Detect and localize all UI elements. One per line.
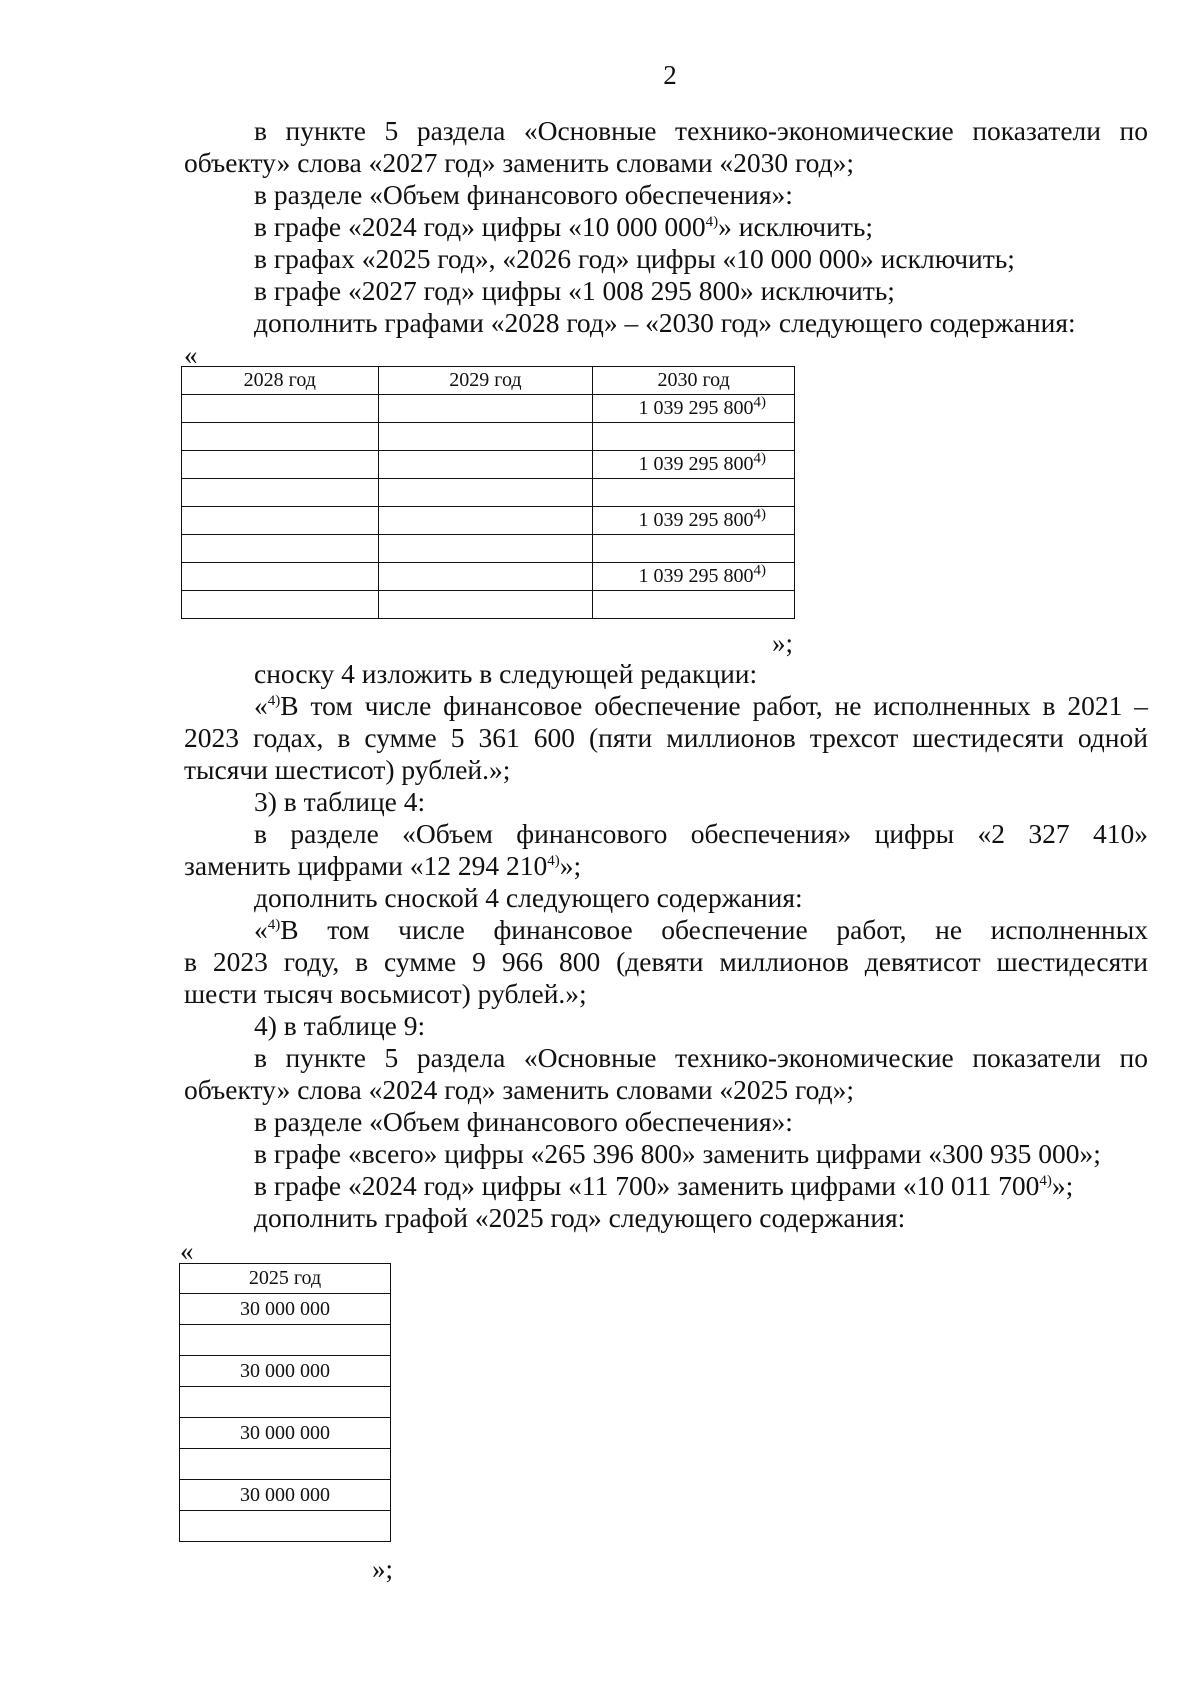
text-line: 4) в таблице 9:	[254, 1010, 426, 1041]
text-line: 3) в таблице 4:	[254, 786, 426, 817]
table-2028-2030	[181, 366, 795, 619]
text-line: в графе «2024 год» цифры «11 700» заменить цифрами «10 011 700$^{4)}$»;	[254, 1170, 1074, 1201]
footnote-marker: 4)	[705, 213, 719, 230]
table-row	[180, 1418, 391, 1449]
text-line: дополнить графой «2025 год» следующего содержания:	[254, 1202, 906, 1233]
text-block-1	[184, 115, 1148, 339]
text-line: заменить цифрами «12 294 210$^{4)}$»;	[184, 850, 582, 881]
table-row	[182, 479, 795, 507]
text-line: в пункте 5 раздела «Основные технико-экономические показатели по	[254, 1042, 1148, 1073]
text-line: объекту» слова «2027 год» заменить словами «2030 год»;	[184, 147, 854, 178]
table-row	[182, 451, 795, 479]
table-row	[180, 1387, 391, 1418]
text-block-2	[184, 658, 1148, 1234]
table-cell: 1 039 295 800$^{4)}$	[593, 507, 795, 535]
footnote-marker: 4)	[267, 692, 281, 709]
quote-close-1: »;	[772, 628, 794, 658]
table-header-row	[180, 1264, 391, 1294]
page-number: 2	[663, 60, 677, 90]
text-line: сноску 4 изложить в следующей редакции:	[254, 658, 758, 689]
table-header-row	[182, 367, 795, 395]
text-line: в графах «2025 год», «2026 год» цифры «10 000 000» исключить;	[254, 243, 1015, 274]
text-line: в графе «2024 год» цифры «10 000 000$^{4)}$» исключить;	[254, 211, 874, 242]
table-row	[182, 395, 795, 423]
table-row	[182, 591, 795, 619]
text-line: тысячи шестисот) рублей.»;	[184, 754, 511, 785]
table-row	[180, 1449, 391, 1480]
table-header-cell: 2029 год	[378, 367, 593, 395]
text-line: дополнить сноской 4 следующего содержания:	[254, 882, 803, 913]
text-line: объекту» слова «2024 год» заменить словами «2025 год»;	[184, 1074, 854, 1105]
text-line: в разделе «Объем финансового обеспечения»:	[254, 179, 793, 210]
table-row	[180, 1480, 391, 1511]
table-cell: 1 039 295 800$^{4)}$	[593, 451, 795, 479]
text-line: «$^{4)}$В том числе финансовое обеспечение работ, не исполненных	[254, 914, 1148, 945]
table-row	[180, 1325, 391, 1356]
table-cell: 30 000 000	[180, 1356, 391, 1387]
quote-close-2: »;	[372, 1554, 394, 1584]
footnote-marker: 4)	[547, 852, 560, 869]
table-header-cell: 2028 год	[182, 367, 379, 395]
footnote-marker: 4)	[267, 916, 281, 933]
text-line: в пункте 5 раздела «Основные технико-экономические показатели по	[254, 115, 1148, 146]
text-line: шести тысяч восьмисот) рублей.»;	[184, 978, 587, 1009]
text-line: 2023 годах, в сумме 5 361 600 (пяти миллионов трехсот шестидесяти одной	[184, 722, 1148, 753]
table-row	[182, 507, 795, 535]
table-row	[182, 535, 795, 563]
text-line: в 2023 году, в сумме 9 966 800 (девяти миллионов девятисот шестидесяти	[184, 946, 1148, 977]
text-line: в графе «всего» цифры «265 396 800» заменить цифрами «300 935 000»;	[254, 1138, 1101, 1169]
table-row	[182, 423, 795, 451]
table-header-cell: 2025 год	[180, 1264, 391, 1294]
table-cell: 30 000 000	[180, 1418, 391, 1449]
table-row	[180, 1356, 391, 1387]
table-cell: 30 000 000	[180, 1294, 391, 1325]
table-row	[180, 1294, 391, 1325]
table-row	[180, 1511, 391, 1542]
quote-open-2: «	[180, 1236, 194, 1266]
table-header-cell: 2030 год	[593, 367, 795, 395]
table-row	[182, 563, 795, 591]
text-line: «$^{4)}$В том числе финансовое обеспечение работ, не исполненных в 2021 –	[254, 690, 1148, 721]
text-line: в графе «2027 год» цифры «1 008 295 800» исключить;	[254, 275, 895, 306]
text-line: в разделе «Объем финансового обеспечения»:	[254, 1106, 793, 1137]
footnote-marker: 4)	[1039, 1172, 1052, 1189]
table-cell: 1 039 295 800$^{4)}$	[593, 395, 795, 423]
table-cell: 1 039 295 800$^{4)}$	[593, 563, 795, 591]
text-line: в разделе «Объем финансового обеспечения» цифры «2 327 410»	[254, 818, 1148, 849]
quote-open-1: «	[184, 340, 198, 370]
table-cell: 30 000 000	[180, 1480, 391, 1511]
text-line: дополнить графами «2028 год» – «2030 год» следующего содержания:	[254, 307, 1076, 338]
table-2025	[179, 1263, 391, 1542]
